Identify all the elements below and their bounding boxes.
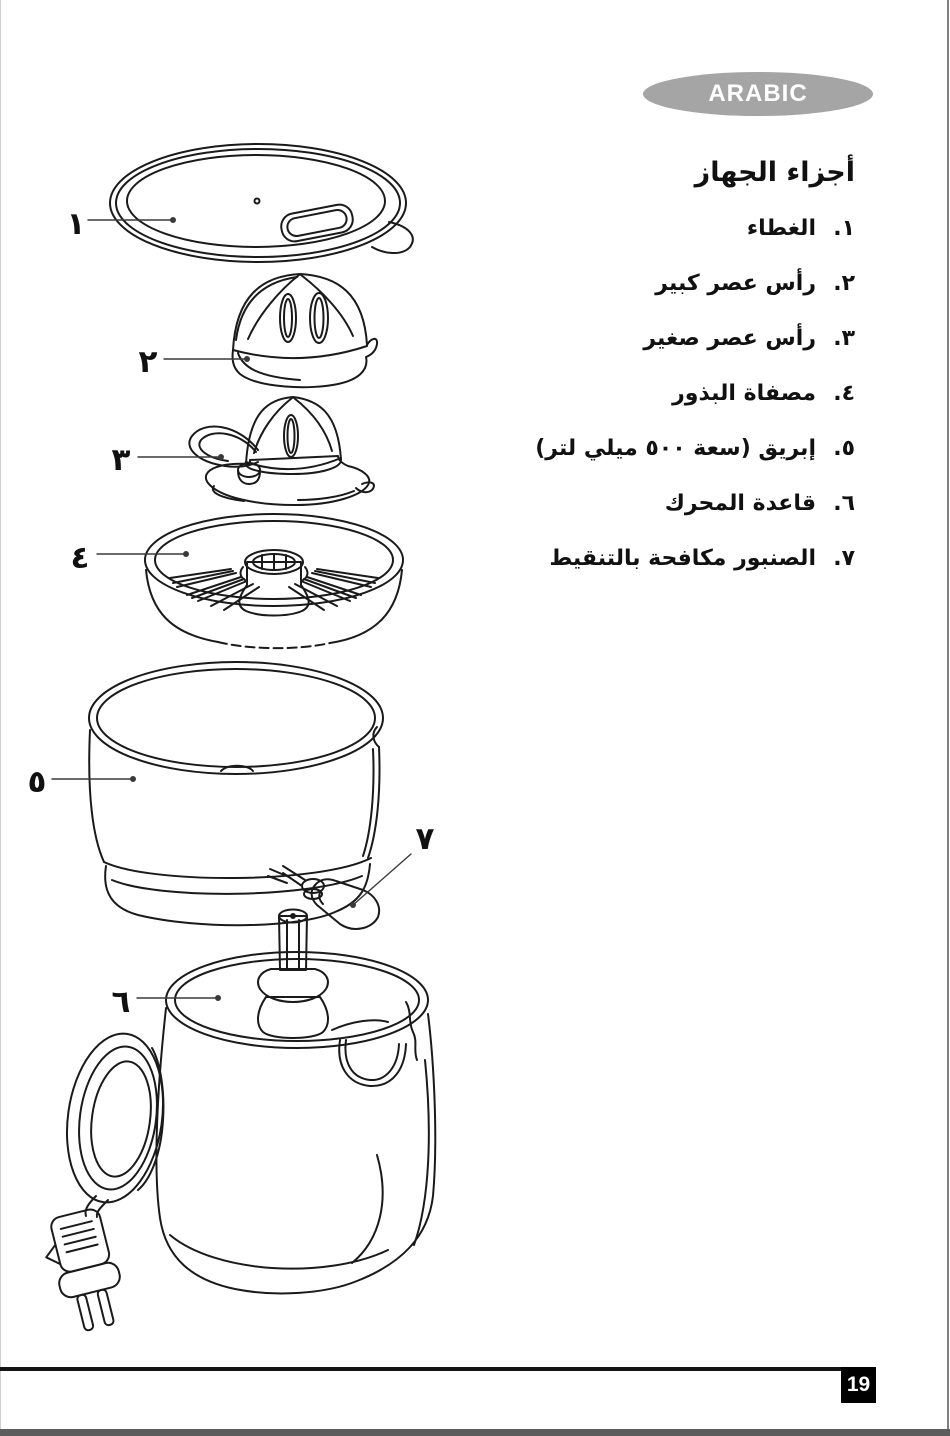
power-cord-drawing <box>57 1027 174 1217</box>
footer-bar <box>0 1429 950 1436</box>
strainer-drawing <box>145 514 403 648</box>
footer-rule <box>0 1367 876 1371</box>
callout-2: ٢ <box>138 344 158 380</box>
item-label: مصفاة البذور <box>672 381 816 406</box>
jug-drawing <box>89 662 383 929</box>
item-label: رأس عصر كبير <box>655 271 816 296</box>
parts-list <box>535 216 855 601</box>
page-number: 19 <box>841 1367 876 1403</box>
item-label: إبريق (سعة ٥٠٠ ميلي لتر) <box>535 436 816 461</box>
callout-7: ٧ <box>415 821 435 857</box>
item-number: ٢. <box>833 271 855 296</box>
list-item <box>535 546 855 578</box>
list-item <box>535 271 855 303</box>
item-number: ١. <box>833 216 855 241</box>
page-title: أجزاء الجهاز <box>694 157 855 188</box>
list-item <box>535 216 855 248</box>
callout-1: ١ <box>66 206 86 242</box>
item-number: ٦. <box>833 491 855 516</box>
callout-4: ٤ <box>70 540 90 576</box>
page-right-edge <box>947 0 949 1436</box>
item-label: رأس عصر صغير <box>643 326 816 351</box>
callout-6: ٦ <box>111 984 131 1020</box>
exploded-view-diagram <box>0 0 480 1350</box>
list-item <box>535 491 855 523</box>
base-drawing <box>38 910 436 1336</box>
item-number: ٥. <box>833 436 855 461</box>
item-label: الغطاء <box>746 216 816 241</box>
item-label: الصنبور مكافحة بالتنقيط <box>549 546 816 571</box>
small-cone-drawing <box>189 397 374 505</box>
list-item <box>535 381 855 413</box>
large-cone-drawing <box>233 274 378 387</box>
language-badge <box>643 72 873 116</box>
item-label: قاعدة المحرك <box>664 491 816 516</box>
list-item <box>535 436 855 468</box>
strainer-slats <box>170 569 378 610</box>
item-number: ٧. <box>833 546 855 571</box>
plug-drawing <box>38 1206 131 1336</box>
item-number: ٤. <box>833 381 855 406</box>
callout-5: ٥ <box>27 764 47 800</box>
list-item <box>535 326 855 358</box>
lid-drawing <box>110 144 413 262</box>
language-badge-label: ARABIC <box>708 80 808 107</box>
callout-3: ٣ <box>111 442 131 478</box>
item-number: ٣. <box>833 326 855 351</box>
